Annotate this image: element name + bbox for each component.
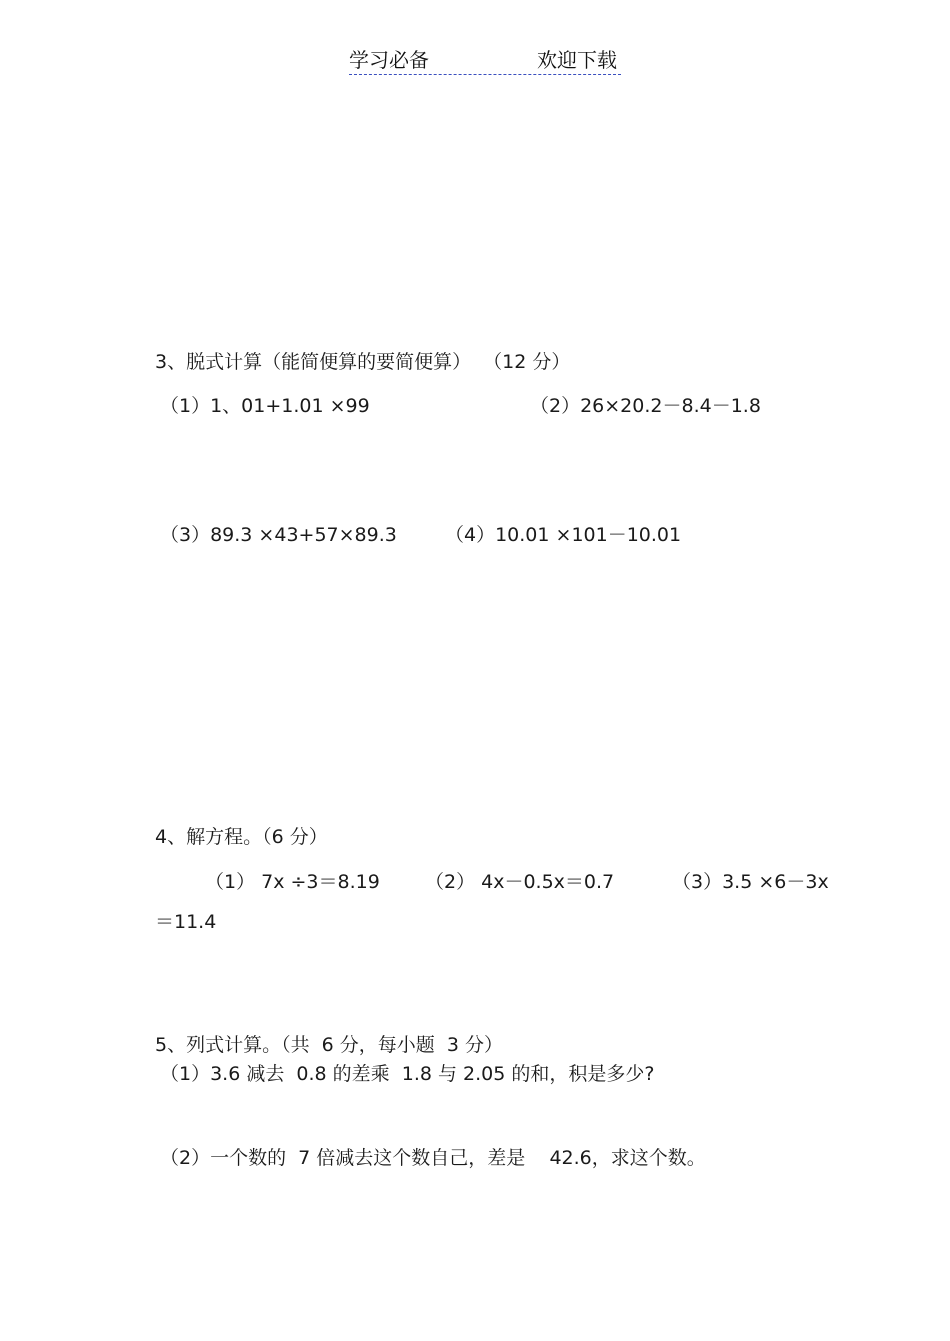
header-divider: [349, 74, 621, 75]
header-right-text: 欢迎下载: [537, 48, 617, 72]
section4-title: 4、解方程。（6 分）: [155, 826, 328, 848]
section4-problem-3: （3）3.5 ×6－3x: [672, 871, 829, 893]
section3-title: 3、脱式计算（能简便算的要简便算） （12 分）: [155, 351, 571, 373]
section3-problem-2: （2）26×20.2－8.4－1.8: [530, 395, 761, 417]
header-left-text: 学习必备: [349, 48, 429, 72]
section5-problem-2: （2）一个数的 7 倍减去这个数自己，差是 42.6，求这个数。: [160, 1147, 706, 1169]
section3-problem-4: （4）10.01 ×101－10.01: [445, 524, 682, 546]
section3-problem-3: （3）89.3 ×43+57×89.3: [160, 524, 397, 546]
section4-problem-1: （1） 7x ÷3＝8.19: [205, 871, 380, 893]
section5-title: 5、列式计算。（共 6 分，每小题 3 分）: [155, 1034, 504, 1056]
section4-problem-2: （2） 4x－0.5x＝0.7: [425, 871, 615, 893]
section4-problem-3-continuation: ＝11.4: [155, 911, 217, 933]
section5-problem-1: （1）3.6 减去 0.8 的差乘 1.8 与 2.05 的和，积是多少?: [160, 1063, 655, 1085]
section3-problem-1: （1）1、01+1.01 ×99: [160, 395, 370, 417]
